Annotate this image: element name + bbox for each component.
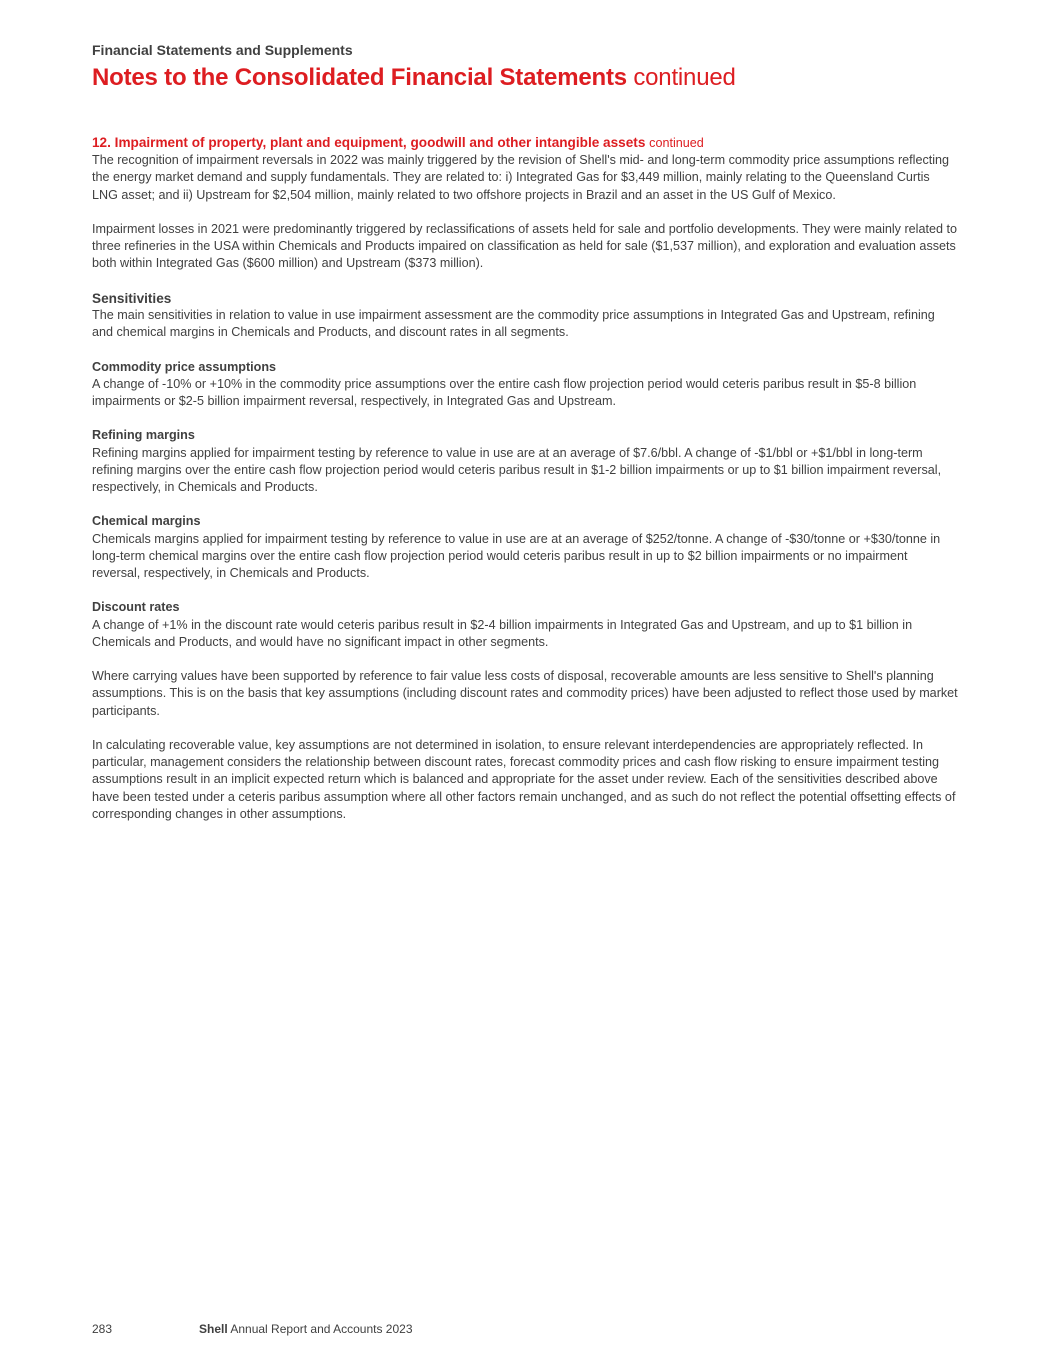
page-title-text: Notes to the Consolidated Financial Statements	[92, 64, 627, 91]
page-footer	[92, 1322, 413, 1336]
section-chemical-margins	[92, 513, 958, 582]
note-heading-continued: continued	[649, 136, 704, 150]
discount-text: A change of +1% in the discount rate would ceteris paribus result in $2-4 billion impairments in Integrated Gas and Upstream, and up to $1 billion in Chemicals and Products, and would have no significant impact in other segments.	[92, 617, 913, 649]
commodity-text: A change of -10% or +10% in the commodity price assumptions over the entire cash flow projection period would ceteris paribus result in $5-8 billion impairments or $2-5 billion impairment reversal, respectively, in Integrated Gas and Upstream.	[92, 376, 917, 408]
section-sensitivities	[92, 290, 958, 342]
paragraph-fair-value: Where carrying values have been supported by reference to fair value less costs of disposal, recoverable amounts are less sensitive to Shell's planning assumptions. This is on the basis that key assumptions (including discount rates and commodity prices) have been adjusted to reflect those used by market participants.	[92, 669, 958, 718]
section-label: Financial Statements and Supplements	[92, 42, 353, 58]
chemical-heading: Chemical margins	[92, 514, 201, 529]
page-title-continued: continued	[633, 64, 736, 91]
sensitivities-heading: Sensitivities	[92, 290, 172, 306]
refining-text: Refining margins applied for impairment testing by reference to value in use are at an average of $7.6/bbl. A change of -$1/bbl or +$1/bbl in long-term refining margins over the entire cash flow projection period would ceteris paribus result in $1-2 billion impairments or up to $1 billion impairment reversal, respectively, in Chemicals and Products.	[92, 445, 942, 494]
page-title	[92, 64, 736, 92]
paragraph-impairment-reversals: The recognition of impairment reversals in 2022 was mainly triggered by the revision of Shell's mid- and long-term commodity price assumptions reflecting the energy market demand and supply fundamentals. They are related to: i) Integrated Gas for $3,449 million, mainly relating to the Queensland Curtis LNG asset; and ii) Upstream for $2,504 million, mainly related to two offshore projects in Brazil and an asset in the US Gulf of Mexico.	[92, 153, 950, 202]
footer-brand: Shell	[199, 1322, 228, 1336]
section-discount-rates	[92, 599, 958, 651]
discount-heading: Discount rates	[92, 600, 180, 615]
paragraph-impairment-losses: Impairment losses in 2021 were predominantly triggered by reclassifications of assets held for sale and portfolio developments. They were mainly related to three refineries in the USA within Chemicals and Products impaired on classification as held for sale ($1,537 million), and exploration and evaluation assets both within Integrated Gas ($600 million) and Upstream ($373 million).	[92, 222, 957, 271]
footer-report-title: Annual Report and Accounts 2023	[230, 1322, 413, 1336]
note-heading-text: 12. Impairment of property, plant and equipment, goodwill and other intangible assets	[92, 135, 646, 150]
sensitivities-text: The main sensitivities in relation to value in use impairment assessment are the commodity price assumptions in Integrated Gas and Upstream, refining and chemical margins in Chemicals and Products, and discount rates in all segments.	[92, 308, 935, 340]
note-content	[92, 134, 958, 840]
section-commodity-price	[92, 359, 958, 411]
commodity-heading: Commodity price assumptions	[92, 359, 277, 374]
paragraph-recoverable-value: In calculating recoverable value, key assumptions are not determined in isolation, to ensure relevant interdependencies are appropriately reflected. In particular, management considers the relationship between discount rates, forecast commodity prices and cash flow risking to ensure impairment testing assumptions result in an implicit expected return which is balanced and appropriate for the asset under review. Each of the sensitivities described above have been tested under a ceteris paribus assumption where all other factors remain unchanged, and as such do not reflect the potential offsetting effects of corresponding changes in other assumptions.	[92, 737, 956, 821]
page-number: 283	[92, 1322, 113, 1336]
section-refining-margins	[92, 427, 958, 496]
note-heading	[92, 134, 958, 152]
chemical-text: Chemicals margins applied for impairment testing by reference to value in use are at an average of $252/tonne. A change of -$30/tonne or +$30/tonne in long-term chemical margins over the entire cash flow projection period would ceteris paribus result in up to $2 billion impairments or no impairment reversal, respectively, in Chemicals and Products.	[92, 531, 941, 580]
refining-heading: Refining margins	[92, 428, 195, 443]
